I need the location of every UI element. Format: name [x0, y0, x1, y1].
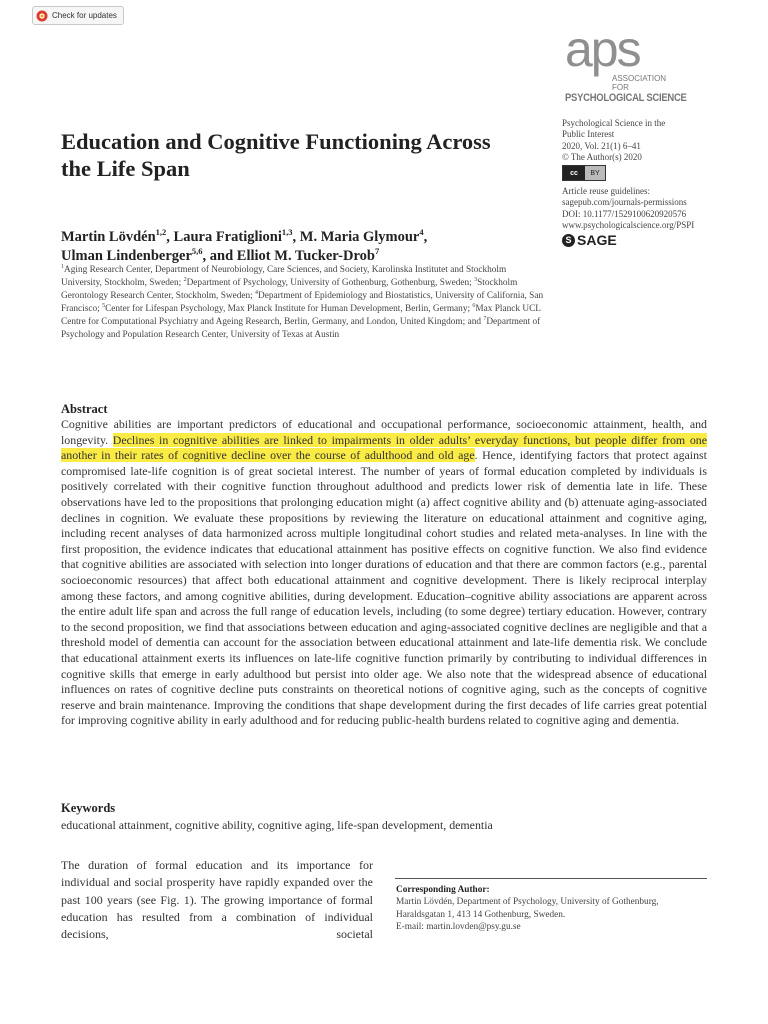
author-name: Ulman Lindenberger — [61, 248, 192, 264]
author-separator: , — [292, 229, 300, 245]
body-paragraph: The duration of formal education and its importance for individual and social prosperity have rapidly expanded over the past 100 years (see Fig. 1). The growing importance of formal education has resulted from a combination of individual decisions, societal — [61, 858, 373, 942]
journal-info-line: Psychological Science in the — [562, 118, 666, 128]
aps-logo-mark: aps — [565, 21, 640, 77]
author-name: Martin Lövdén — [61, 229, 156, 245]
reuse-link[interactable]: sagepub.com/journals-permissions — [562, 197, 687, 208]
affiliation-text: Department of Psychology and Population Research Center, University of Texas at Austin — [61, 317, 541, 341]
author-separator: , — [423, 229, 428, 245]
affiliation-number: 3 — [474, 277, 478, 283]
corresponding-author-email[interactable]: E-mail: martin.lovden@psy.gu.se — [396, 922, 521, 933]
corresponding-author — [396, 884, 708, 934]
aps-logo — [565, 21, 687, 104]
cc-by-license-icon[interactable] — [562, 165, 606, 181]
corresponding-author-heading: Corresponding Author: — [396, 885, 490, 895]
author-separator: , — [166, 229, 174, 245]
author-affiliation-number: 1,2 — [155, 227, 167, 238]
doi-link[interactable]: DOI: 10.1177/1529100620920576 — [562, 208, 687, 219]
journal-info-line: 2020, Vol. 21(1) 6–41 — [562, 140, 641, 151]
author-list — [61, 228, 541, 266]
affiliation-text: Center for Lifespan Psychology, Max Planck Institute for Human Development, Berlin, Germany; — [105, 304, 473, 315]
corresponding-author-line: Haraldsgatan 1, 413 14 Gothenburg, Sweden. — [396, 909, 566, 920]
article-title: Education and Cognitive Functioning Across the Life Span — [61, 129, 491, 181]
author-affiliation-number: 4 — [419, 227, 424, 238]
cc-label: cc — [563, 166, 585, 180]
author-name: Elliot M. Tucker-Drob — [236, 248, 375, 264]
sage-icon: S — [562, 234, 575, 247]
affiliation-text: Max Planck UCL Centre for Computational Psychiatry and Ageing Research, Berlin, Germany, and London, United Kingdom; and — [61, 304, 541, 328]
check-for-updates-button[interactable] — [32, 6, 124, 25]
affiliation-number: 5 — [102, 303, 106, 310]
affiliation-number: 6 — [472, 303, 476, 310]
journal-website-link[interactable]: www.psychologicalscience.org/PSPI — [562, 220, 695, 231]
author-name: Laura Fratiglioni — [173, 229, 282, 245]
author-name: M. Maria Glymour — [299, 229, 420, 245]
aps-logo-name: PSYCHOLOGICAL SCIENCE — [565, 92, 687, 104]
abstract-highlight[interactable]: Declines in cognitive abilities are linked to impairments in older adults’ everyday functions, but people differ from one another in their rates of cognitive decline over the course of adulthood and old age — [61, 432, 707, 463]
affiliation-text: Stockholm Gerontology Research Center, Stockholm, Sweden; — [61, 278, 518, 302]
check-updates-label: Check for updates — [52, 11, 117, 20]
check-updates-icon — [36, 10, 48, 22]
abstract-text-start: Cognitive abilities are important predictors of educational and occupational performance, socioeconomic attainment, health, and longevity. — [61, 417, 707, 447]
affiliation-text: Department of Epidemiology and Biostatistics, University of California, San Francisco; — [61, 291, 544, 315]
sage-label: SAGE — [577, 232, 617, 249]
author-separator: , and — [202, 248, 237, 264]
affiliation-number: 7 — [483, 316, 487, 323]
corresponding-author-divider — [395, 878, 707, 879]
journal-info — [562, 118, 732, 247]
journal-info-line: © The Author(s) 2020 — [562, 151, 642, 162]
by-label: BY — [585, 166, 605, 180]
corresponding-author-line: Martin Lövdén, Department of Psychology, University of Gothenburg, — [396, 897, 659, 908]
affiliation-number: 2 — [183, 277, 187, 283]
keywords-text: educational attainment, cognitive ability, cognitive aging, life-span development, dementia — [61, 818, 493, 832]
author-affiliation-number: 5,6 — [191, 246, 203, 257]
author-affiliation-number: 7 — [374, 246, 380, 257]
keywords-heading: Keywords — [61, 801, 116, 815]
affiliation-number: 1 — [61, 263, 64, 270]
reuse-line: Article reuse guidelines: — [562, 186, 650, 197]
abstract-text-rest: . Hence, identifying factors that protect against compromised late-life cognition is of great societal interest. The number of years of formal education completed by individuals is positively correlated with their cognitive function throughout adulthood and predicts lower risk of dementia late in life. These observations have led to the propositions that prolonging education might (a) affect cognitive ability and (b) attenuate aging-associated declines in cognition. We evaluate these propositions by reviewing the literature on educational attainment and cognitive aging, including recent analyses of data harmonized across multiple longitudinal cohort studies and related meta-analyses. In line with the first proposition, the evidence indicates that educational attainment has positive effects on cognitive function. We also find evidence that cognitive abilities are associated with selection into longer durations of education and that there are common factors (e.g., parental socioeconomic resources) that affect both educational attainment and cognitive development. There is likely reciprocal interplay among these factors, and among cognitive abilities, during development. Education–cognitive ability associations are apparent across the entire adult life span and across the full range of education levels, including (to some degree) tertiary education. However, contrary to the second proposition, we find that associations between education and aging-associated cognitive declines are negligible and that a threshold model of dementia can account for the association between educational attainment and late-life dementia risk. We conclude that educational attainment exerts its influences on late-life cognitive function primarily by contributing to individual differences in cognitive skills that emerge in early adulthood but persist into older age. We also note that the widespread absence of educational influences on rates of cognitive decline puts constraints on theoretical notions of cognitive aging, such as the concepts of cognitive reserve and brain maintenance. Improving the conditions that shape development during the first decades of life carries great potential for improving cognitive ability in early adulthood and for reducing public-health burdens related to cognitive aging and dementia. — [61, 448, 707, 728]
aps-logo-subtitle: ASSOCIATION FOR — [612, 74, 667, 92]
author-affiliation-number: 1,3 — [281, 227, 293, 238]
abstract-text — [61, 417, 707, 729]
sage-logo — [562, 234, 732, 247]
affiliations — [61, 264, 546, 343]
affiliation-number: 4 — [255, 290, 259, 297]
affiliation-text: Department of Psychology, University of Gothenburg, Gothenburg, Sweden; — [186, 278, 475, 289]
abstract-heading: Abstract — [61, 402, 108, 416]
affiliation-text: Aging Research Center, Department of Neurobiology, Care Sciences, and Society, Karolinska Institutet and Stockholm University, Stockholm, Sweden; — [61, 265, 507, 289]
journal-info-line: Public Interest — [562, 129, 615, 140]
